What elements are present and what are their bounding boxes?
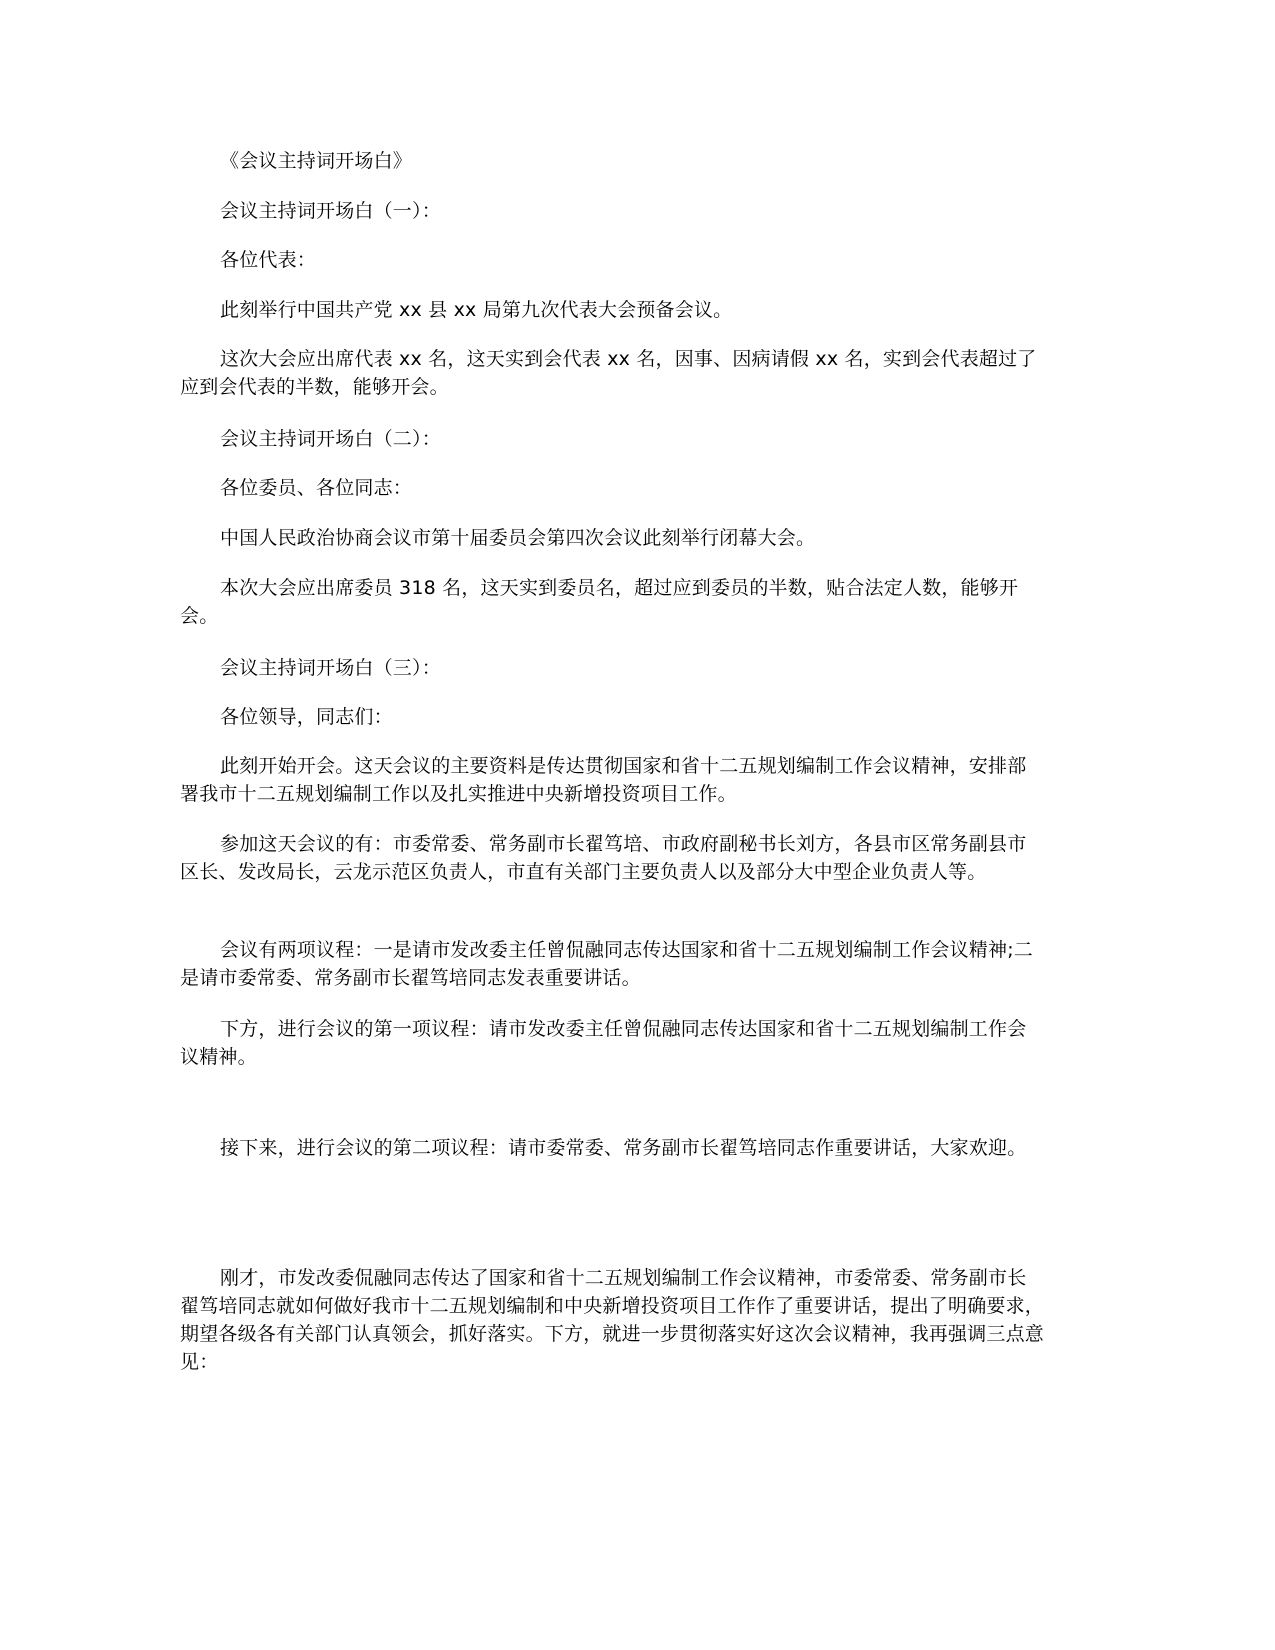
paragraph-meeting-start-2: 中国人民政治协商会议市第十届委员会第四次会议此刻举行闭幕大会。: [220, 527, 816, 549]
paragraph-opening-3-heading: 会议主持词开场白（三）：: [220, 657, 441, 679]
paragraph-salutation-representatives: 各位代表：: [220, 249, 317, 271]
paragraph-attendance-2: 本次大会应出席委员 318 名，这天实到委员名，超过应到委员的半数，贴合法定人数，能够开会。: [180, 577, 1019, 627]
paragraph-opening-1-heading: 会议主持词开场白（一）：: [220, 200, 441, 222]
paragraph-meeting-start-1: 此刻举行中国共产党 xx 县 xx 局第九次代表大会预备会议。: [220, 299, 733, 321]
paragraph-meeting-content: 此刻开始开会。这天会议的主要资料是传达贯彻国家和省十二五规划编制工作会议精神，安排部署我市十二五规划编制工作以及扎实推进中央新增投资项目工作。: [180, 755, 1027, 805]
paragraph-attendance-1: 这次大会应出席代表 xx 名，这天实到会代表 xx 名，因事、因病请假 xx 名，实到会代表超过了应到会代表的半数，能够开会。: [180, 348, 1037, 398]
paragraph-opening-2-heading: 会议主持词开场白（二）：: [220, 428, 441, 450]
paragraph-agenda: 会议有两项议程：一是请市发改委主任曾侃融同志传达国家和省十二五规划编制工作会议精神;二是请市委常委、常务副市长翟笃培同志发表重要讲话。: [180, 939, 1034, 989]
paragraph-second-agenda-item: 接下来，进行会议的第二项议程：请市委常委、常务副市长翟笃培同志作重要讲话，大家欢迎。: [220, 1137, 1027, 1159]
paragraph-salutation-leaders: 各位领导，同志们：: [220, 706, 393, 728]
paragraph-salutation-committee: 各位委员、各位同志：: [220, 477, 413, 499]
paragraph-summary: 刚才，市发改委侃融同志传达了国家和省十二五规划编制工作会议精神，市委常委、常务副市长翟笃培同志就如何做好我市十二五规划编制和中央新增投资项目工作作了重要讲话，提出了明确要求，期望各级各有关部门认真领会，抓好落实。下方，就进一步贯彻落实好这次会议精神，我再强调三点意见：: [180, 1267, 1045, 1373]
document-title: 《会议主持词开场白》: [220, 150, 413, 172]
paragraph-first-agenda-item: 下方，进行会议的第一项议程：请市发改委主任曾侃融同志传达国家和省十二五规划编制工作会议精神。: [180, 1018, 1027, 1068]
paragraph-participants: 参加这天会议的有：市委常委、常务副市长翟笃培、市政府副秘书长刘方，各县市区常务副县市区长、发改局长，云龙示范区负责人，市直有关部门主要负责人以及部分大中型企业负责人等。: [180, 833, 1027, 883]
